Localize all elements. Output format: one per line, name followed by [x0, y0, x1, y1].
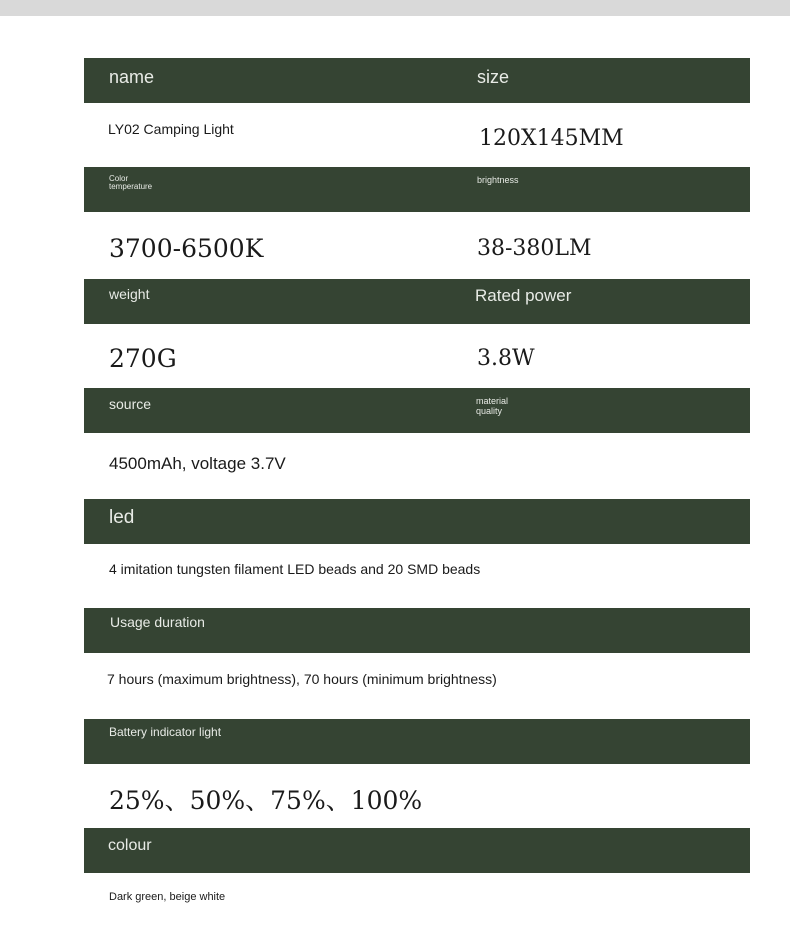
value-colour: Dark green, beige white — [109, 891, 226, 903]
label-battery-indicator: Battery indicator light — [109, 725, 222, 739]
spec-header-row — [84, 388, 750, 433]
value-source: 4500mAh, voltage 3.7V — [109, 454, 286, 473]
value-name: LY02 Camping Light — [108, 121, 234, 137]
label-rated-power: Rated power — [475, 286, 572, 305]
value-usage-duration: 7 hours (maximum brightness), 70 hours (minimum brightness) — [107, 671, 497, 687]
value-battery-indicator: 25%、50%、75%、100% — [109, 786, 423, 815]
label-led: led — [109, 507, 135, 528]
label-source: source — [109, 396, 152, 412]
spec-header-row — [84, 608, 750, 653]
spec-header-row — [84, 719, 750, 764]
spec-header-row — [84, 167, 750, 212]
label-colour: colour — [108, 837, 152, 854]
top-bar — [0, 0, 790, 16]
spec-header-row — [84, 828, 750, 873]
value-weight: 270G — [109, 344, 177, 373]
label-usage-duration: Usage duration — [110, 614, 205, 630]
label-size: size — [477, 67, 510, 87]
value-rated-power: 3.8W — [477, 346, 535, 371]
value-color-temperature: 3700-6500K — [109, 234, 264, 263]
label-brightness: brightness — [477, 175, 519, 185]
value-led: 4 imitation tungsten filament LED beads and 20 SMD beads — [109, 561, 481, 577]
label-color-temperature: Color temperature — [109, 174, 153, 191]
value-brightness: 38-380LM — [477, 236, 592, 261]
spec-header-row — [84, 279, 750, 324]
spec-header-row — [84, 58, 750, 103]
spec-header-row — [84, 499, 750, 544]
label-weight: weight — [109, 286, 150, 302]
value-size: 120X145MM — [479, 126, 624, 151]
label-name: name — [109, 67, 155, 87]
label-material-quality: material quality — [476, 396, 509, 416]
